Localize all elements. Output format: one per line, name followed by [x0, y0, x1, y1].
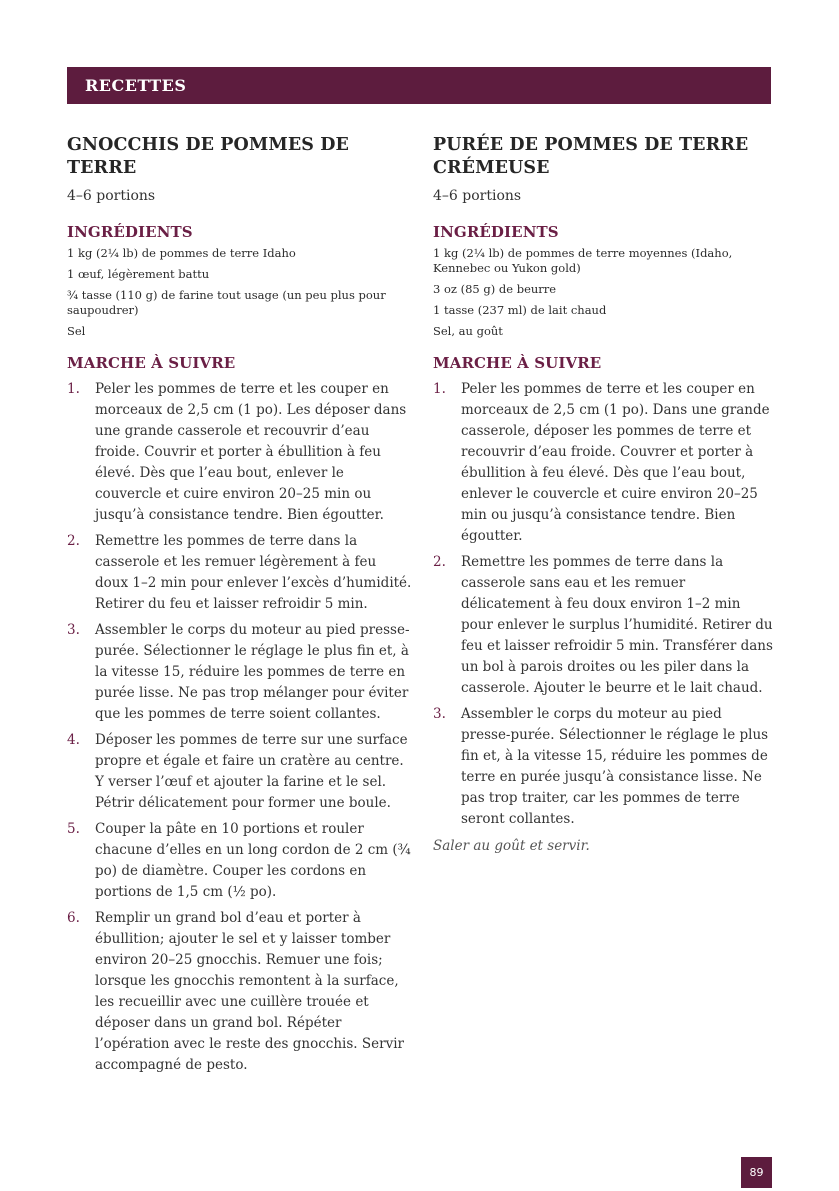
step-text: Remettre les pommes de terre dans la casserole et les remuer légèrement à feu doux 1–2 min pour enlever l’excès d’humidité. Retirer du feu et laisser refroidir 5 min. — [95, 533, 412, 612]
step-item — [433, 379, 773, 547]
steps-list — [67, 379, 412, 1076]
step-number: 1. — [433, 381, 446, 397]
ingredient-item: 1 kg (2¼ lb) de pommes de terre Idaho — [67, 246, 296, 260]
ingredients-heading: INGRÉDIENTS — [433, 223, 559, 241]
step-item — [433, 704, 773, 830]
serving-note: Saler au goût et servir. — [433, 838, 590, 854]
ingredient-item: Sel, au goût — [433, 324, 503, 338]
method-heading: MARCHE À SUIVRE — [67, 354, 236, 372]
step-number: 3. — [67, 622, 80, 638]
recipe-right — [433, 134, 773, 856]
step-text: Assembler le corps du moteur au pied presse-purée. Sélectionner le réglage le plus fin et, à la vitesse 15, réduire les pommes de terre en purée jusqu’à consistance lisse. Ne pas trop traiter, car les pommes de terre seront collantes. — [461, 706, 769, 827]
recipe-left — [67, 134, 412, 1081]
section-header-bar — [67, 67, 771, 104]
ingredients-list — [433, 246, 773, 339]
ingredient-item: 1 kg (2¼ lb) de pommes de terre moyennes (Idaho, Kennebec ou Yukon gold) — [433, 246, 733, 275]
method-heading: MARCHE À SUIVRE — [433, 354, 602, 372]
step-item — [67, 819, 412, 903]
step-item — [67, 379, 412, 526]
step-text: Remplir un grand bol d’eau et porter à ébullition; ajouter le sel et y laisser tomber environ 20–25 gnocchis. Remuer une fois; lorsque les gnocchis remontent à la surface, les recueillir avec une cuillère trouée et déposer dans un grand bol. Répéter l’opération avec le reste des gnocchis. Servir accompagné de pesto. — [95, 910, 404, 1073]
step-number: 3. — [433, 706, 446, 722]
page-number: 89 — [749, 1166, 764, 1179]
step-text: Peler les pommes de terre et les couper en morceaux de 2,5 cm (1 po). Dans une grande casserole, déposer les pommes de terre et recouvrir d’eau froide. Couvrer et porter à ébullition à feu élevé. Dès que l’eau bout, enlever le couvercle et cuire environ 20–25 min ou jusqu’à consistance tendre. Bien égoutter. — [461, 381, 770, 544]
ingredient-item: 3 oz (85 g) de beurre — [433, 282, 557, 296]
step-text: Remettre les pommes de terre dans la casserole sans eau et les remuer délicatement à feu doux environ 1–2 min pour enlever le surplus l’humidité. Retirer du feu et laisser refroidir 5 min. Transférer dans un bol à parois droites ou les piler dans la casserole. Ajouter le beurre et le lait chaud. — [461, 554, 773, 696]
step-item — [67, 531, 412, 615]
page-number-badge — [741, 1157, 772, 1188]
recipe-portions: 4–6 portions — [433, 188, 522, 204]
step-number: 2. — [433, 554, 446, 570]
ingredient-item: 1 tasse (237 ml) de lait chaud — [433, 303, 607, 317]
step-number: 6. — [67, 910, 80, 926]
ingredients-list — [67, 246, 412, 339]
step-number: 2. — [67, 533, 80, 549]
step-text: Assembler le corps du moteur au pied presse-purée. Sélectionner le réglage le plus fin et, à la vitesse 15, réduire les pommes de terre en purée lisse. Ne pas trop mélanger pour éviter que les pommes de terre soient collantes. — [95, 622, 410, 722]
step-number: 5. — [67, 821, 80, 837]
step-number: 1. — [67, 381, 80, 397]
section-title: RECETTES — [85, 76, 187, 95]
step-item — [67, 730, 412, 814]
ingredients-heading: INGRÉDIENTS — [67, 223, 193, 241]
step-number: 4. — [67, 732, 80, 748]
recipe-portions: 4–6 portions — [67, 188, 156, 204]
steps-list — [433, 379, 773, 830]
step-item — [67, 620, 412, 725]
ingredient-item: Sel — [67, 324, 86, 338]
recipe-title: GNOCCHIS DE POMMES DE TERRE — [67, 135, 349, 178]
recipe-title: PURÉE DE POMMES DE TERRE CRÉMEUSE — [433, 135, 749, 178]
ingredient-item: ¾ tasse (110 g) de farine tout usage (un peu plus pour saupoudrer) — [67, 288, 386, 317]
ingredient-item: 1 œuf, légèrement battu — [67, 267, 210, 281]
step-item — [67, 908, 412, 1076]
step-item — [433, 552, 773, 699]
step-text: Peler les pommes de terre et les couper en morceaux de 2,5 cm (1 po). Les déposer dans une grande casserole et recouvrir d’eau froide. Couvrir et porter à ébullition à feu élevé. Dès que l’eau bout, enlever le couvercle et cuire environ 20–25 min ou jusqu’à consistance tendre. Bien égoutter. — [95, 381, 407, 523]
step-text: Couper la pâte en 10 portions et rouler chacune d’elles en un long cordon de 2 cm (¾ po) de diamètre. Couper les cordons en portions de 1,5 cm (½ po). — [95, 821, 411, 900]
step-text: Déposer les pommes de terre sur une surface propre et égale et faire un cratère au centre. Y verser l’œuf et ajouter la farine et le sel. Pétrir délicatement pour former une boule. — [95, 732, 408, 811]
